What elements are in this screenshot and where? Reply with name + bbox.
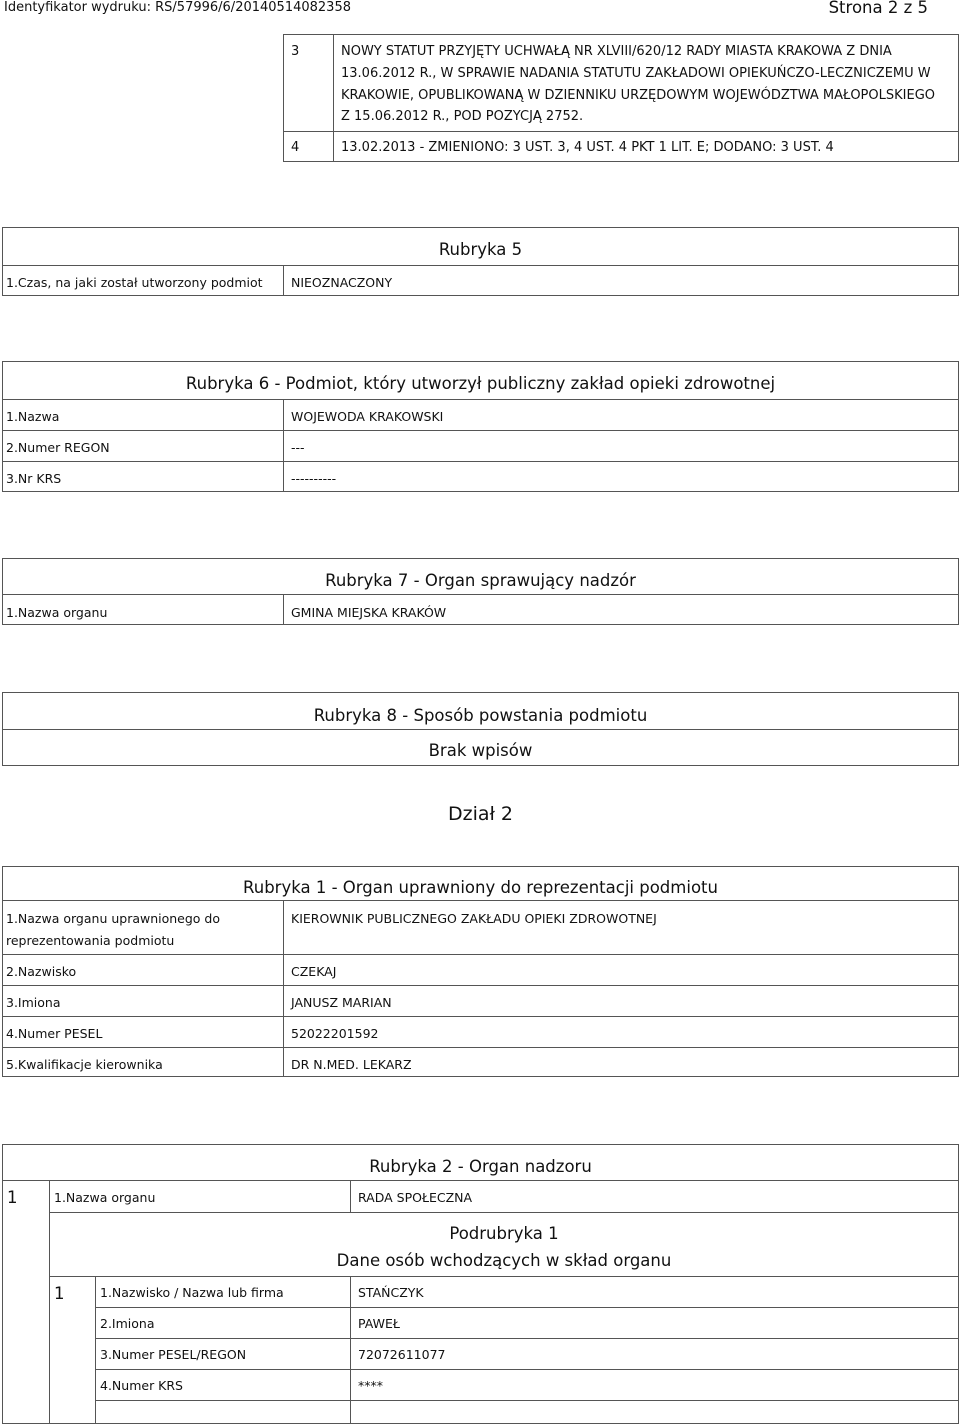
field-label: 1.Nazwa organu uprawnionego do <box>6 911 221 926</box>
subsection-subtitle: Dane osób wchodzących w skład organu <box>336 1251 672 1270</box>
field-value: ---------- <box>291 471 337 486</box>
rubryka-7-title: Rubryka 7 - Organ sprawujący nadzór <box>325 571 636 590</box>
field-value: DR N.MED. LEKARZ <box>291 1057 412 1072</box>
field-value: STAŃCZYK <box>358 1285 424 1300</box>
field-value: **** <box>358 1378 383 1393</box>
field-label: 1.Czas, na jaki został utworzony podmiot <box>6 275 263 290</box>
note-number: 4 <box>291 140 300 155</box>
rubryka-1-table <box>2 866 959 1077</box>
note-line: NOWY STATUT PRZYJĘTY UCHWAŁĄ NR XLVIII/620/12 RADY MIASTA KRAKOWA Z DNIA <box>341 44 892 59</box>
rubryka-5-title: Rubryka 5 <box>438 240 523 259</box>
row-index: 1 <box>54 1284 65 1303</box>
rubryka-2-title: Rubryka 2 - Organ nadzoru <box>369 1157 592 1176</box>
field-value: --- <box>291 440 305 455</box>
field-label: 2.Numer REGON <box>6 440 110 455</box>
field-label: 1.Nazwa organu <box>54 1190 156 1205</box>
rubryka-6-title: Rubryka 6 - Podmiot, który utworzył publiczny zakład opieki zdrowotnej <box>185 374 776 393</box>
field-label: 5.Kwalifikacje kierownika <box>6 1057 163 1072</box>
print-identifier: Identyfikator wydruku: RS/57996/6/20140514082358 <box>4 0 351 15</box>
field-label: 1.Nazwa organu <box>6 605 108 620</box>
page-number: Strona 2 z 5 <box>828 0 928 17</box>
field-value: 72072611077 <box>358 1347 446 1362</box>
field-label: 1.Nazwisko / Nazwa lub firma <box>100 1285 284 1300</box>
field-value: 52022201592 <box>291 1026 379 1041</box>
field-value: JANUSZ MARIAN <box>291 995 392 1010</box>
field-label: 1.Nazwa <box>6 409 60 424</box>
note-line: KRAKOWIE, OPUBLIKOWANĄ W DZIENNIKU URZĘDOWYM WOJEWÓDZTWA MAŁOPOLSKIEGO <box>341 88 936 103</box>
field-label: 4.Numer KRS <box>100 1378 183 1393</box>
field-label: reprezentowania podmiotu <box>6 933 175 948</box>
field-value: WOJEWODA KRAKOWSKI <box>291 409 444 424</box>
section-title: Dział 2 <box>447 803 514 825</box>
field-label: 2.Imiona <box>100 1316 155 1331</box>
no-entries-text: Brak wpisów <box>428 741 533 760</box>
note-line: Z 15.06.2012 R., POD POZYCJĄ 2752. <box>341 109 584 124</box>
field-label: 3.Imiona <box>6 995 61 1010</box>
field-value: RADA SPOŁECZNA <box>358 1190 473 1205</box>
row-index: 1 <box>7 1188 18 1207</box>
note-number: 3 <box>291 44 300 59</box>
field-value: NIEOZNACZONY <box>291 275 393 290</box>
field-value: PAWEŁ <box>358 1316 400 1331</box>
field-value: CZEKAJ <box>291 964 337 979</box>
subsection-title: Podrubryka 1 <box>449 1224 559 1243</box>
note-line: 13.06.2012 R., W SPRAWIE NADANIA STATUTU ZAKŁADOWI OPIEKUŃCZO-LECZNICZEMU W <box>341 66 931 81</box>
note-line: 13.02.2013 - ZMIENIONO: 3 UST. 3, 4 UST. 4 PKT 1 LIT. E; DODANO: 3 UST. 4 <box>341 140 834 155</box>
field-label: 3.Numer PESEL/REGON <box>100 1347 247 1362</box>
rubryka-1-title: Rubryka 1 - Organ uprawniony do reprezentacji podmiotu <box>243 878 718 897</box>
field-label: 2.Nazwisko <box>6 964 77 979</box>
field-label: 3.Nr KRS <box>6 471 62 486</box>
rubryka-8-title: Rubryka 8 - Sposób powstania podmiotu <box>313 706 648 725</box>
rubryka-7-table <box>2 558 959 625</box>
field-label: 4.Numer PESEL <box>6 1026 103 1041</box>
field-value: KIEROWNIK PUBLICZNEGO ZAKŁADU OPIEKI ZDROWOTNEJ <box>291 911 657 926</box>
field-value: GMINA MIEJSKA KRAKÓW <box>291 605 447 620</box>
